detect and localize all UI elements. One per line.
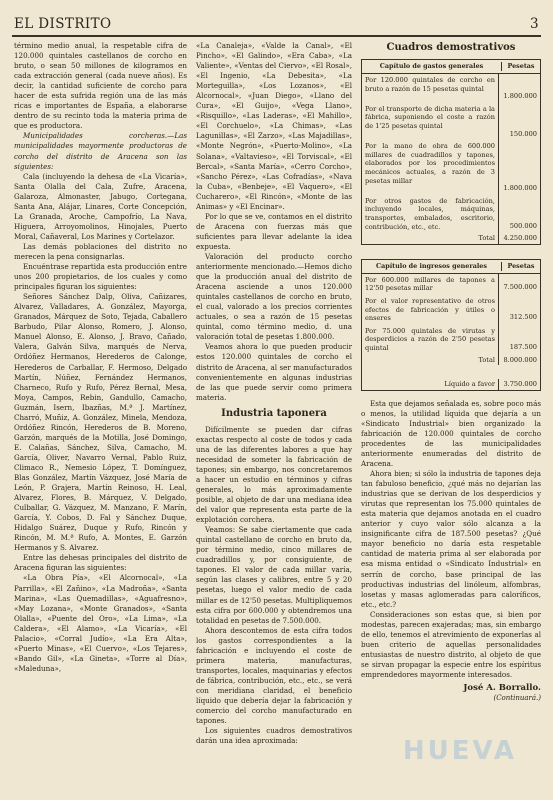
net-value: 3.750.000 [503,380,537,389]
table-header [362,60,540,74]
paragraph: «La Canaleja», «Valde la Canal», «El Pincho», «El Galindo», «Era Caba», «La Valiente», «Ventas del Ciervo», «El Rosal», «El Ingenio, «La Debesita», «La Morteguilla», «Los Lozanos», «El Alcornocal», «Juan Diego», «Llano del Cura», «El Guijo», «Vega Llano», «Risquillo», «Las Laderas», «El Mahillo», «El Corchuelo», «La Chimas», «Las Lagunillas», «El Zarzo», «Las Majadillas», «Monte Negrón», «Puerto-Molino», «La Solana», «Valtavieso», «El Torviscal», «El Bercal», «Santa María», «Cerro Corcho», «Sancho Pérez», «Las Cofradías», «Nava la Cuba», «Benbeje», «El Vaquero», «El Cucharero», «El Rincón», «Monte de las Animas» y «El Encinar». [196,41,352,211]
column-2 [196,41,352,746]
table-cell-text: Por otros gastos de fabricación, incluyendo locales, máquinas, transportes, embalados, escritorio, contribución, etc., etc. [362,195,499,233]
table-header-currency: Pesetas [507,62,535,71]
table-row [362,103,540,141]
paragraph: Difícilmente se pueden dar cifras exactas respecto al coste de todos y cada una de las diferentes labores a que hay necesidad de someter la fabricación de tapones; sin embargo, nos concretaremos a hacer un estudio en términos y cifras generales, lo más aproximadamente posible, al objeto de dar una mediana idea del valor que representa esta parte de la explotación corchera. [196,424,352,525]
paragraph: «La Obra Pía», «El Alcornocal», «La Parrilla», «El Zañino», «La Madroña», «Santa Marina», «Las Quemadillas», «Aguafresno», «May Lozana», «Monte Granados», «Santa Olalla», «Puente del Oro», «La Lima», «La Caldera», «El Alamo», «La Vicaría», «El Palacio», «Corral Judío», «La Era Alta», «Puerto Minas», «El Cuervo», «Los Tejares», «Bando Gil», «La Gineta», «Torre al Día», «Maleduna», [14,573,187,673]
total-label: Total [362,233,499,244]
continued-note: (Continuará.) [493,694,541,703]
table-cell-value: 312.500 [509,312,537,321]
table-cell-text: Por 75.000 quintales de virutas y desperdicios a razón de 2'50 pesetas quintal [362,325,499,355]
paragraph: Los siguientes cuadros demostrativos darán una idea aproximada: [196,726,352,746]
table-row [362,195,540,233]
total-value: 4.250.000 [503,234,537,243]
table-cell-text: Por el transporte de dicha materia a la fábrica, suponiendo el coste a razón de 1'25 pesetas quintal [362,103,499,141]
paragraph: Veamos: Se sabe ciertamente que cada quintal castellano de corcho en bruto da, por término medio, cinco millares de cuadradillos y, por consiguiente, de tapones. El valor de cada millar varía, según las clases y calibres, entre 5 y 20 pesetas, luego el valor medio de cada millar es de 12'50 pesetas. Multipliquemos esta cifra por 600.000 y obtendremos una totalidad en pesetas de 7.500.000. [196,525,352,625]
table-cell-text: Por el valor representativo de otros efectos de fabricación y útiles o enseres [362,295,499,325]
table-cell-text: Por la mano de obra de 600.000 millares de cuadradillos y tapones, elaborados por los procedimientos mecánicos actuales, a razón de 3 pesetas millar [362,140,499,195]
paragraph: Ahora descontemos de esta cifra todos los gastos correspondientes a la fabricación e incluyendo el coste de primera materia, manufacturas, transportes, locales, maquinarias y efectos de fábrica, contribución, etc., etc., se verá con meridiana claridad, el beneficio líquido que debería dejar la fabricación y comercio del corcho manufacturado en tapones. [196,625,352,726]
newspaper-title: EL DISTRITO [14,16,112,32]
table-row [362,274,540,295]
table-cell-value: 1.800.000 [503,92,537,101]
paragraph: Las demás poblaciones del distrito no merecen la pena consignarlas. [14,241,187,261]
table-row [362,295,540,325]
net-label: Líquido a favor [362,379,499,390]
paragraph: Valoración del producto corcho anteriormente mencionado.—Hemos dicho que la producción anual del distrito de Aracena asciende a unos 120.000 quintales castellanos de corcho en bruto, el cual, valorado a los precios corrientes actuales, o sea a razón de 15 pesetas quintal, como término medio, d. una valoración total de pesetas 1.800.000. [196,251,352,342]
author-signature: José A. Borrallo. [463,683,541,694]
income-table [361,259,541,391]
paragraph: Encuéntrase repartida esta producción entre unos 200 propietarios, de los cuales y como principales figuran los siguientes: [14,262,187,292]
paragraph: Consideraciones son estas que, si bien por modestas, parecen exajeradas; mas, sin embargo de ello, tenemos el atrevimiento de exponerlas al buen criterio de aquellas personalidades entusiastas de nuestro distrito, al objeto de que se sirvan propagar la especie entre los espíritus emprendedores mayormente interesados. [361,609,541,679]
paragraph: término medio anual, la respetable cifra de 120.000 quintales castellanos de corcho en bruto, o sean 50 millones de kilogramos en cada extracción general (cada nueve años). Es decir, la cantidad suficiente de corcho para hacer de esta sufrida región una de las más ricas e importantes de España, a elaborarse dentro de su recinto toda la materia prima de que es productora. [14,41,187,131]
table-cell-value: 150.000 [509,129,537,138]
table-net-row [362,365,540,390]
section-heading: Industria taponera [221,407,327,419]
table-header [362,260,540,274]
expenses-table [361,59,541,245]
paragraph: Cala (incluyendo la dehesa de «La Vicaría», Santa Olalla del Cala, Zufre, Aracena, Galaroza, Almonaster, Jabugo, Cortegana, Santa Ana, Alájar, Linares, Corte Concepción, La Granada, Aroche, Campofrío, La Nava, Higuera, Arroyomolinos, Hinojales, Puerto Moral, Cañaveral, Los Marines y Cortelazor. [14,171,187,241]
table-row [362,140,540,195]
paragraph: Municipalidades corcheras.—Las municipalidades mayormente productoras de corcho del distrito de Aracena son las siguientes: [14,131,187,171]
table-row [362,325,540,355]
page-number: 3 [530,16,539,32]
table-header-label: Capítulo de gastos generales [362,62,502,71]
paragraph: Veamos ahora lo que pueden producir estos 120.000 quintales de corcho el distrito de Aracena, al ser manufacturados convenientemente en algunas industrias de las que puede servir como primera materia. [196,342,352,402]
paragraph: Entre las dehesas principales del distrito de Aracena figuran las siguientes: [14,553,187,573]
paragraph: Esta que dejamos señalada es, sobre poco más o menos, la utilidad líquida que dejaría a un «Sindicato Industrial» bien organizado la fabricación de 120.000 quintales de corcho procedentes de las municipalidades anteriormente enumeradas del distrito de Aracena. [361,398,541,469]
table-header-label: Capítulo de ingresos generales [362,262,502,271]
table-cell-value: 7.500.000 [503,282,537,291]
column-1 [14,41,187,674]
table-total-row [362,355,540,366]
page-header [14,10,539,32]
section-heading: Cuadros demostrativos [386,42,516,53]
table-row [362,74,540,103]
paragraph: Señores Sánchez Dalp, Oliva, Cañizares, Alvarez, Valladares, A. González, Mayorga, Granados, Márquez de Soto, Tejada, Caballero Barbudo, Pilar Alonso, Romero, J. Alonso, Manuel Alonso, E. Alonso, J. Bravo, Cañado, Valera, Galván Silva, marqués de Nerva, Ordóñez Hermanos, Herederos de Calonge, Herederos de Carballar, F. Hermoso, Delgado Martín, Núñez, Fernández Hermanos, Charneco, Rufo y Rufo, Pérez Bernal, Mesa, Moya, Campos, Rebin, Gandullo, Camacho, Guzmán, Isern, Ibazñas, M.ª J. Martínez, Charró, Muñiz, A. González, Minela, Mendoza, Ordóñez Rincón, Herederos de B. Moreno, Garzón, marqués de la Motilla, José Domingo, E. Calañas, Sánchez, Silva, Camacho, M. García, Oliver, Navarro Vernal, Pablo Ruiz, Climaco R., Nemesio López, T. Domínguez, Blas González, Martín Vázquez, José María de León, P. Grajera, Martín Reinoso, H. Leal, Alvarez, Flores, B. Márquez, V. Delgado, Culballar, G. Vázquez, M. Manzano, F. Marín, García, Y. Cobos, D. Fal y Sánchez Duque, Hidalgo Suárez, Duque y Rufo, Rincón y Rincón, M. M.ª Rufo, A. Montes, E. Garzón Hermanos y S. Alvarez. [14,292,187,553]
column-3 [361,41,541,703]
table-cell-text: Por 120.000 quintales de corcho en bruto a razón de 15 pesetas quintal [362,74,499,103]
total-value: 8.000.000 [503,355,537,364]
header-rule [12,35,541,37]
table-cell-value: 1.800.000 [503,184,537,193]
total-label: Total [362,355,499,366]
library-watermark: HUEVA [402,736,517,766]
paragraph: Por lo que se ve, contamos en el distrito de Aracena con fuerzas más que suficientes para llevar adelante la idea expuesta. [196,211,352,251]
table-cell-text: Por 600.000 millares de tapones a 12'50 pesetas millar [362,274,499,295]
table-cell-value: 500.000 [509,221,537,230]
table-cell-value: 187.500 [509,342,537,351]
table-header-currency: Pesetas [507,262,535,270]
table-total-row [362,233,540,244]
paragraph: Ahora bien; si sólo la industria de tapones deja tan fabuloso beneficio, ¿qué más no dejarían las industrias que se derivan de los desperdicios y virutas que representan los 75.000 quintales de esta materia que dejamos anotada en el cuadro anterior y cuyo valor sólo alcanza a la insignificante cifra de 187.500 pesetas? ¿Qué mayor beneficio no daría esta respetable cantidad de materia prima al ser elaborada por esa misma entidad o «Sindicato Industrial» en serrín de corcho, base principal de las productivas industrias del linóleum, alfombras, losetas y masas aglomeradas para caloríficos, etc., etc.? [361,469,541,609]
